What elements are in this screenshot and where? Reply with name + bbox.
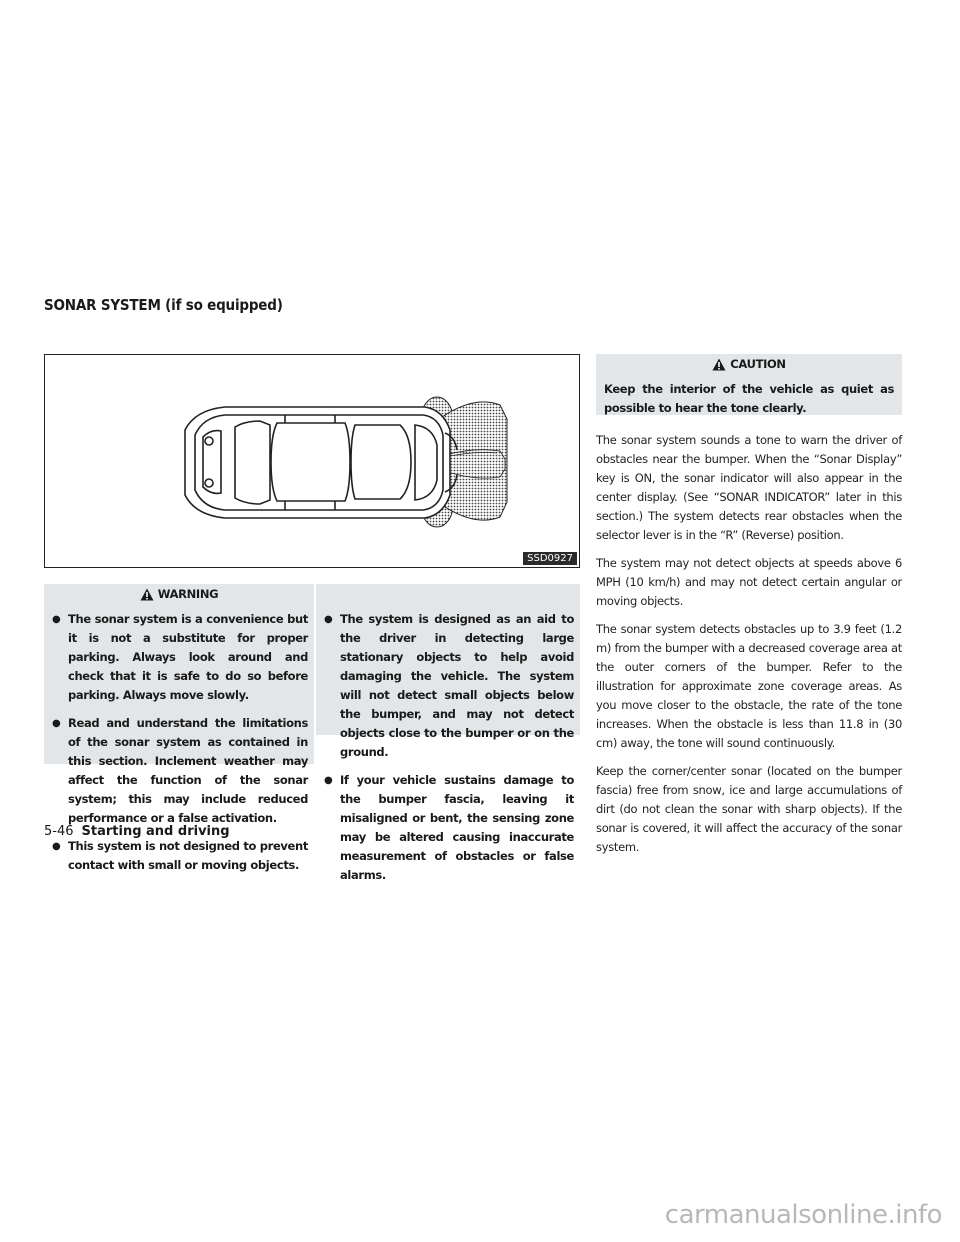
watermark: carmanualsonline.info [664,1200,942,1230]
warning-list-right [322,610,574,885]
caution-triangle-icon [712,358,726,371]
page-number: 5-46 [44,824,74,839]
paragraph: Keep the corner/center sonar (located on the bumper fascia) free from snow, ice and large accumulations of dirt (do not clean the sonar with sharp objects). If the sonar is covered, it will affect the accuracy of the sonar system. [596,764,902,854]
warning-triangle-icon [140,588,154,601]
caution-heading-text: CAUTION [730,357,786,371]
warning-item: ● This system is not designed to prevent contact with small or moving objects. [50,837,308,875]
sonar-coverage-illustration [44,354,580,568]
caution-box [596,354,902,415]
page-title: SONAR SYSTEM (if so equipped) [44,296,283,314]
warning-item: ● If your vehicle sustains damage to the bumper fascia, leaving it misaligned or bent, the sensing zone may be altered causing inaccurate measurement of obstacles or false alarms. [322,771,574,885]
caution-heading [604,354,894,374]
warning-item: ● The system is designed as an aid to the driver in detecting large stationary objects to help avoid damaging the vehicle. The system will not detect small objects below the bumper, and may not detect objects close to the bumper or on the ground. [322,610,574,762]
warning-item: ● Read and understand the limitations of the sonar system as contained in this section. Inclement weather may affect the function of the sonar system; this may include reduced performance or a false activation. [50,714,308,828]
figure-code: SSD0927 [523,552,577,565]
warning-heading [50,584,308,604]
page-footer [44,824,230,839]
paragraph: The system may not detect objects at speeds above 6 MPH (10 km/h) and may not detect certain angular or moving objects. [596,556,902,608]
car-body [185,407,457,518]
caution-text: Keep the interior of the vehicle as quiet as possible to hear the tone clearly. [604,382,894,415]
car-diagram [45,355,581,569]
warning-item: ● The sonar system is a convenience but it is not a substitute for proper parking. Always look around and check that it is safe to do so before parking. Always move slowly. [50,610,308,705]
chapter-title: Starting and driving [81,824,230,839]
body-text [596,431,902,866]
warning-box-continued [316,584,580,882]
paragraph: The sonar system sounds a tone to warn the driver of obstacles near the bumper. When the “Sonar Display” key is ON, the sonar indicator will also appear in the center display. (See “SONAR INDICATOR” later in this section.) The system detects rear obstacles when the selector lever is in the “R” (Reverse) position. [596,433,902,542]
warning-heading-text: WARNING [157,587,219,601]
paragraph: The sonar system detects obstacles up to 3.9 feet (1.2 m) from the bumper with a decreased coverage area at the outer corners of the bumper. Refer to the illustration for approximate zone coverage areas. As you move closer to the obstacle, the rate of the tone increases. When the obstacle is less than 11.8 in (30 cm) away, the tone will sound continuously. [596,622,902,750]
